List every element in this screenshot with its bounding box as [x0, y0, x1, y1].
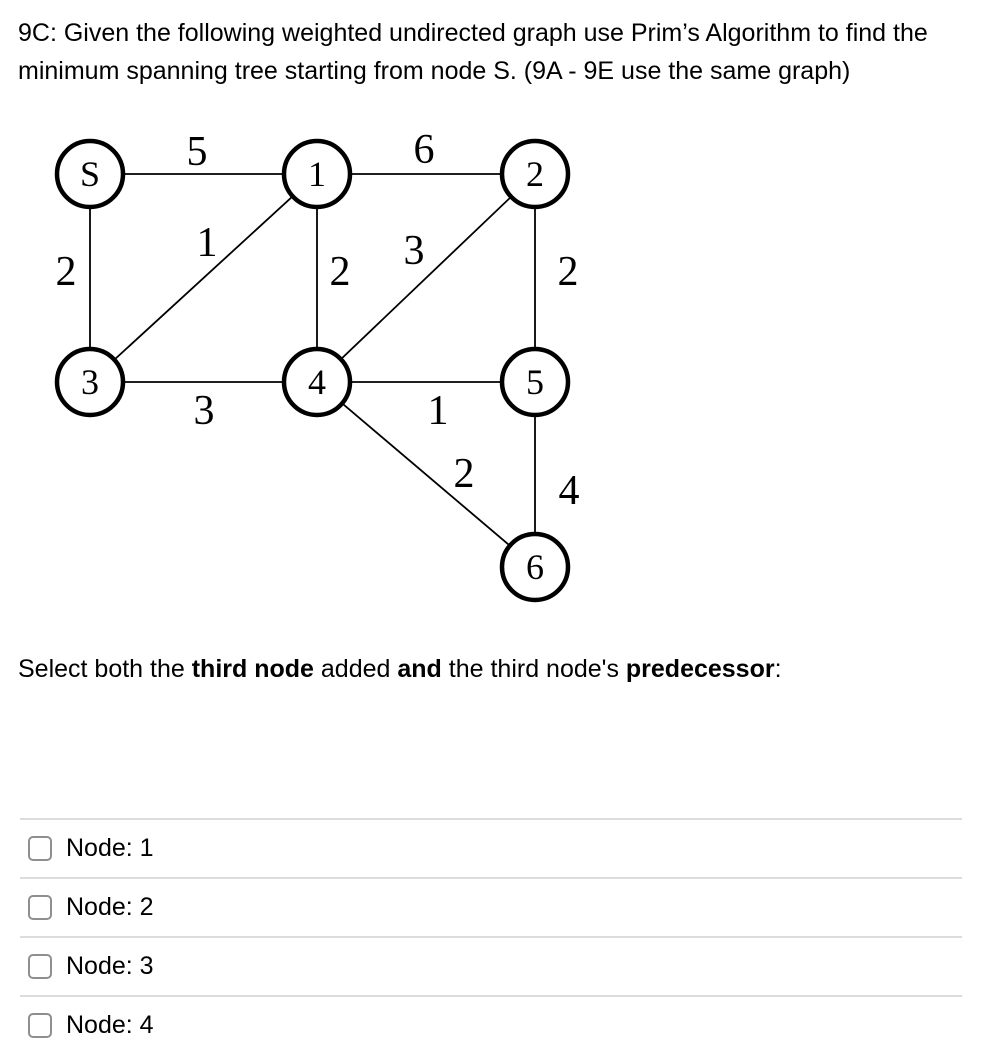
prompt-bold-third-node: third node	[191, 655, 314, 683]
node-2	[502, 141, 568, 207]
answer-options	[20, 818, 962, 1054]
node-5-label: 5	[526, 362, 544, 402]
edge-weight-3-4: 3	[193, 388, 215, 434]
checkbox-node-4[interactable]	[28, 1013, 52, 1038]
node-6	[502, 534, 568, 600]
question-title: 9C: Given the following weighted undirected graph use Prim’s Algorithm to find the minimum spanning tree starting from node S. (9A - 9E use the same graph)	[18, 19, 928, 85]
prompt-part: the third node's	[441, 655, 626, 683]
edge-weight-5-6: 4	[558, 468, 580, 514]
prompt-bold-predecessor: predecessor	[625, 655, 775, 683]
checkbox-node-2[interactable]	[28, 895, 52, 920]
checkbox-node-3[interactable]	[28, 954, 52, 979]
node-1	[284, 141, 350, 207]
edge-1-3	[90, 174, 317, 382]
node-3	[57, 349, 123, 415]
edge-weight-S-3: 2	[55, 249, 77, 295]
prompt-part: added	[313, 655, 398, 683]
edge-weight-4-6: 2	[453, 451, 475, 497]
edge-weight-1-3: 1	[196, 220, 218, 266]
option-label-node-4[interactable]: Node: 4	[66, 1011, 154, 1039]
edge-weight-S-1: 5	[186, 130, 208, 175]
prompt-text	[18, 650, 992, 688]
node-6-label: 6	[526, 547, 544, 587]
edge-weight-1-4: 2	[329, 249, 351, 295]
edge-weight-1-2: 6	[413, 130, 435, 173]
option-label-node-3[interactable]: Node: 3	[66, 952, 154, 980]
edge-weight-4-5: 1	[427, 388, 449, 434]
node-2-label: 2	[526, 154, 544, 194]
option-row-node-2[interactable]	[20, 877, 962, 936]
prompt-part: Select both the	[18, 655, 192, 683]
node-S-label: S	[79, 154, 101, 194]
node-5	[502, 349, 568, 415]
option-row-node-1[interactable]	[20, 818, 962, 877]
option-row-node-3[interactable]	[20, 936, 962, 995]
option-label-node-2[interactable]: Node: 2	[66, 893, 154, 921]
prompt-bold-and: and	[397, 655, 442, 683]
prompt-part: :	[774, 655, 782, 683]
checkbox-node-1[interactable]	[28, 836, 52, 861]
option-label-node-1[interactable]: Node: 1	[66, 834, 154, 862]
edge-weight-2-5: 2	[557, 249, 579, 295]
node-3-label: 3	[81, 362, 99, 402]
edge-4-6	[317, 382, 535, 567]
node-1-label: 1	[308, 154, 326, 194]
node-S	[57, 141, 123, 207]
node-4	[284, 349, 350, 415]
edge-weight-2-4: 3	[403, 228, 425, 274]
node-4-label: 4	[308, 362, 326, 402]
graph-svg	[0, 130, 660, 625]
graph-diagram	[0, 130, 992, 625]
option-row-node-4[interactable]	[20, 995, 962, 1054]
